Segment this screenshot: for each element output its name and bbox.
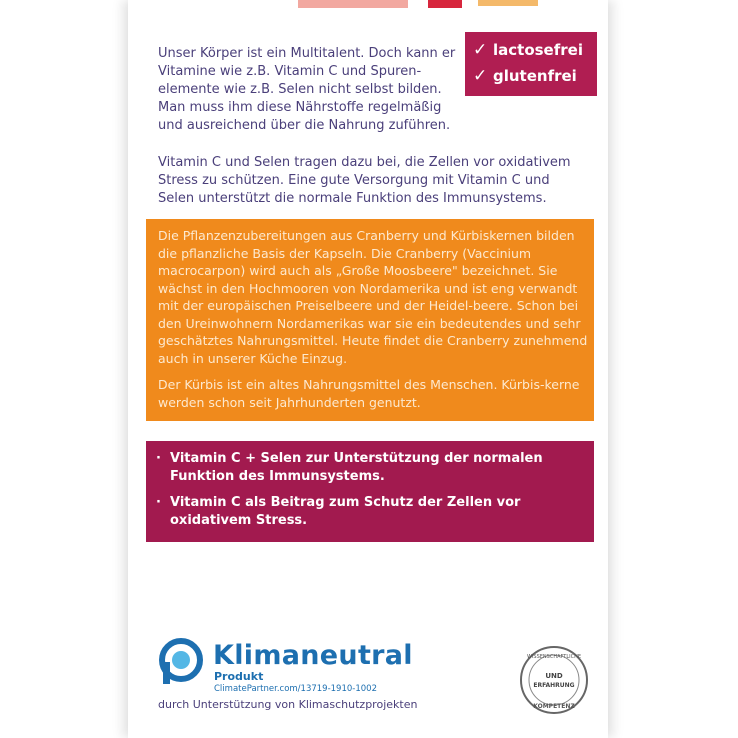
badge-item-glutenfrei: ✓ glutenfrei <box>473 66 577 86</box>
climate-partner-id: ClimatePartner.com/13719-1910-1002 <box>214 684 377 694</box>
wissenschaftliche-kompetenz-seal <box>518 644 590 716</box>
checkmark-icon: ✓ <box>473 66 488 86</box>
svg-text:ERFAHRUNG: ERFAHRUNG <box>533 682 575 689</box>
bullet-icon: · <box>156 451 161 466</box>
cranberry-paragraph: Die Pflanzenzubereitungen aus Cranberry und Kürbiskernen bilden die pflanzliche Basis der Kapseln. Die Cranberry (Vaccinium macrocarpon) wird auch als „Große Moosbeere" bezeichnet. Sie wächst in den Hochmooren von Nordamerika und ist eng verwandt mit der europäischen Preiselbeere und der Heidel-beere. Schon bei den Ureinwohnern Nordamerikas war sie ein bedeutendes und sehr geschätztes Nahrungsmittel. Heute findet die Cranberry zunehmend auch in unserer Küche Einzug. <box>158 228 588 366</box>
svg-text:UND: UND <box>545 672 563 680</box>
intro-paragraph-2: Vitamin C und Selen tragen dazu bei, die Zellen vor oxidativem Stress zu schützen. Eine gute Versorgung mit Vitamin C und Selen unterstützt die normale Funktion des Immunsystems. <box>158 155 571 206</box>
support-text: durch Unterstützung von Klimaschutzprojekten <box>158 698 418 711</box>
svg-text:KOMPETENZ: KOMPETENZ <box>533 703 575 710</box>
intro-paragraph-1: Unser Körper ist ein Multitalent. Doch kann er Vitamine wie z.B. Vitamin C und Spuren-elemente wie z.B. Selen nicht selbst bilden. Man muss ihm diese Nährstoffe regelmäßig und ausreichend über die Nahrung zuführen. <box>158 46 456 133</box>
free-from-badge <box>465 32 597 96</box>
kuerbis-paragraph: Der Kürbis ist ein altes Nahrungsmittel des Menschen. Kürbis-kerne werden schon seit Jahrhunderten genutzt. <box>158 377 580 410</box>
klimaneutral-subtitle: Produkt <box>214 670 264 683</box>
package-top-edge <box>148 0 588 8</box>
claim-item: · Vitamin C als Beitrag zum Schutz der Zellen vor oxidativem Stress. <box>156 495 521 528</box>
svg-text:WISSENSCHAFTLICHE: WISSENSCHAFTLICHE <box>526 654 582 660</box>
bullet-icon: · <box>156 495 161 510</box>
klimaneutral-title: Klimaneutral <box>213 640 413 671</box>
badge-item-lactosefrei: ✓ lactosefrei <box>473 40 583 60</box>
checkmark-icon: ✓ <box>473 40 488 60</box>
plant-info-box <box>146 219 594 421</box>
health-claims-box <box>146 441 594 542</box>
climate-partner-icon <box>155 636 207 688</box>
claim-item: · Vitamin C + Selen zur Unterstützung der normalen Funktion des Immunsystems. <box>156 451 543 484</box>
